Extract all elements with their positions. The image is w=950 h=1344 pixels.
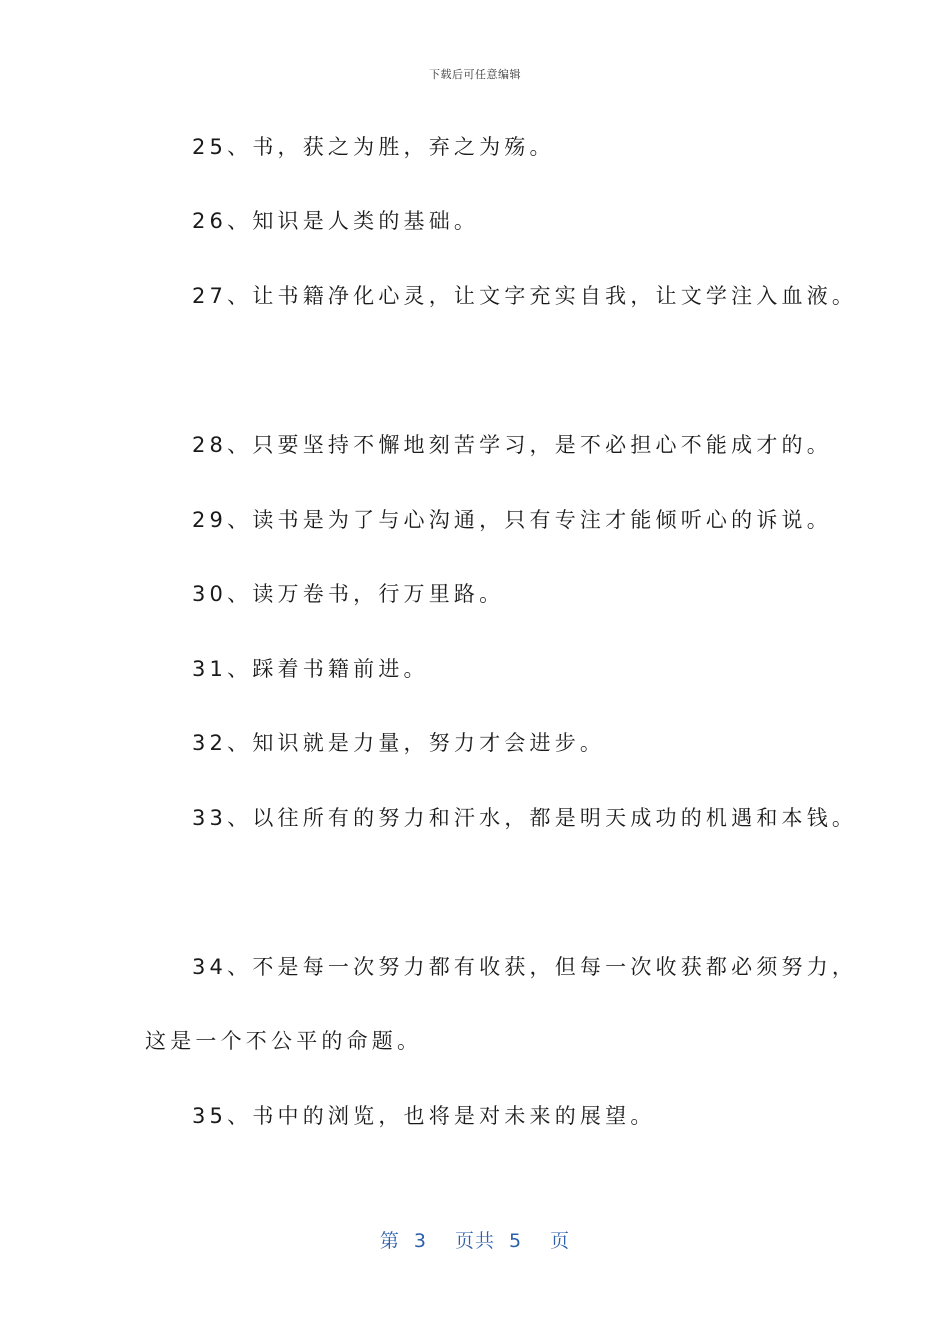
- footer-middle: 页共: [454, 1230, 495, 1252]
- quote-line-30: 30、读万卷书，行万里路。: [192, 582, 505, 606]
- quote-line-26: 26、知识是人类的基础。: [192, 209, 480, 233]
- page-header: 下载后可任意编辑: [429, 68, 521, 81]
- quote-line-35: 35、书中的浏览，也将是对未来的展望。: [192, 1104, 656, 1128]
- quote-line-32: 32、知识就是力量，努力才会进步。: [192, 731, 606, 755]
- page-footer: [0, 1226, 950, 1253]
- footer-suffix: 页: [550, 1230, 571, 1252]
- quote-line-34: 34、不是每一次努力都有收获，但每一次收获都必须努力，: [192, 955, 858, 979]
- footer-current-page: 3: [413, 1230, 427, 1252]
- footer-total-pages: 5: [509, 1230, 523, 1252]
- quote-line-33: 33、以往所有的努力和汗水，都是明天成功的机遇和本钱。: [192, 806, 858, 830]
- quote-line-28: 28、只要坚持不懈地刻苦学习，是不必担心不能成才的。: [192, 433, 832, 457]
- quote-line-34-continued: 这是一个不公平的命题。: [145, 1029, 423, 1053]
- footer-prefix: 第: [379, 1230, 400, 1252]
- quote-line-31: 31、踩着书籍前进。: [192, 657, 429, 681]
- quote-line-29: 29、读书是为了与心沟通，只有专注才能倾听心的诉说。: [192, 508, 832, 532]
- quote-line-25: 25、书，获之为胜，弃之为殇。: [192, 135, 555, 159]
- quote-line-27: 27、让书籍净化心灵，让文字充实自我，让文学注入血液。: [192, 284, 858, 308]
